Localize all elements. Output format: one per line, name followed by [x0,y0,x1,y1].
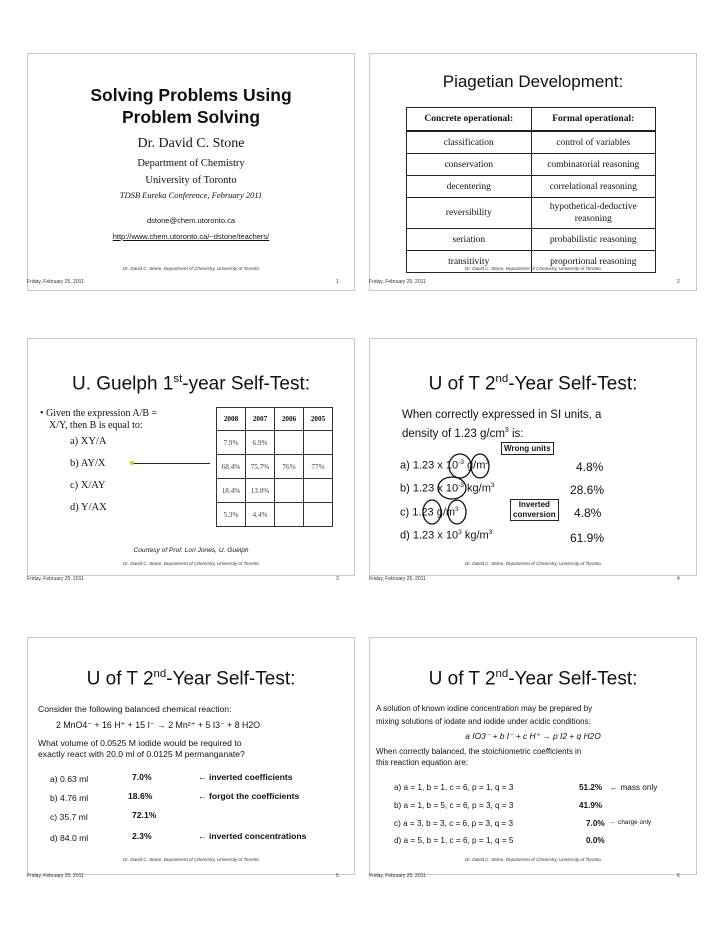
question: What volume of 0.0525 M iodide would be required to exactly react with 20.0 ml of 0.0125 M permanganate? [38,738,245,759]
slide-title: Piagetian Development: [442,72,624,91]
table-row [217,503,333,527]
question: When correctly balanced, the stoichiometric coefficients in this reaction equation are: [376,747,582,767]
question: When correctly expressed in SI units, a density of 1.23 $g/cm^3$ is: [402,409,602,440]
option: c) 35.7 ml [50,812,88,822]
slide-2 [369,53,697,291]
slide-title: U of T 2nd-Year Self-Test: [428,668,638,690]
question: • Given the expression A/B = X/Y, then B is equal to: [40,408,158,431]
option: c) 1.23 $g/m^3$ [400,506,459,519]
option: b) a = 1, b = 5, c = 6, p = 3, q = 3 [394,801,514,810]
result-cell: 68.4% [217,455,246,479]
annotation-wrong-units: Wrong units [501,442,554,455]
slide-3 [27,338,355,576]
slide-credit: Dr. David C. Stone, Department of Chemistry, University of Toronto [465,561,601,566]
year-header: 2006 [275,408,304,431]
option: a) 0.63 ml [50,774,89,784]
pointer-dot [130,461,134,465]
option-percent: 51.2% [579,783,603,792]
email: dstone@chem.utoronto.ca [146,216,236,225]
slide-credit: Dr. David C. Stone, Department of Chemistry, University of Toronto [465,266,601,271]
result-cell: 13.0% [246,479,275,503]
results-table [216,407,333,527]
option-note: ← mass only [610,783,658,792]
option: c) X/AY [70,480,106,491]
result-cell: 5.3% [217,503,246,527]
result-cell [275,479,304,503]
page-number: 6 [677,873,680,879]
table-header: Concrete operational: [407,108,532,132]
result-cell: 7.9% [217,431,246,455]
concrete-cell: decentering [407,176,532,198]
option-percent: 7.0% [132,772,152,782]
intro: Consider the following balanced chemical reaction: [38,704,232,714]
page-number: 5 [336,873,339,879]
concrete-cell: reversibility [407,198,532,229]
option-percent: 18.6% [128,791,153,801]
formal-cell: hypothetical-deductive reasoning [531,198,656,229]
table-row [217,479,333,503]
option: d) a = 5, b = 1, c = 6, p = 1, q = 5 [394,836,514,845]
slide-credit: Dr. David C. Stone, Department of Chemistry, University of Toronto [123,266,259,271]
equation: 2 MnO4⁻ + 16 H⁺ + 15 I⁻ → 2 Mn²⁺ + 5 I3⁻ + 8 H2O [56,720,261,730]
slide-title: U. Guelph 1st-year Self-Test: [71,373,311,395]
conference: TDSB Eureka Conference, February 2011 [119,190,263,200]
year-header: 2007 [246,408,275,431]
option-note: ← forgot the coefficients [198,791,300,801]
equation: a IO3⁻ + b I⁻ + c H⁺ → p I2 + q H2O [465,731,601,741]
university: University of Toronto [145,175,237,186]
pointer-line [131,463,210,464]
result-cell: 75.7% [246,455,275,479]
option-note: ← charge only [610,819,652,826]
formal-cell: proportional reasoning [531,251,656,273]
slide-title: U of T 2nd-Year Self-Test: [428,373,638,395]
year-header: 2005 [304,408,333,431]
option-percent: 7.0% [586,819,605,828]
result-cell [304,503,333,527]
author: Dr. David C. Stone [137,136,245,151]
option-percent: 72.1% [132,810,157,820]
table-row [407,176,656,198]
result-cell: 76% [275,455,304,479]
formal-cell: correlational reasoning [531,176,656,198]
option: d) 84.0 ml [50,833,89,843]
option: d) Y/AX [70,502,107,513]
formal-cell: probabilistic reasoning [531,229,656,251]
result-cell [275,503,304,527]
slide-credit: Dr. David C. Stone, Department of Chemistry, University of Toronto [465,857,601,862]
option: b) AY/X [70,458,106,469]
option-percent: 4.8% [574,506,602,520]
option-percent: 2.3% [132,831,152,841]
page-date: Friday, February 25, 2011 [27,873,84,879]
option: d) 1.23 x $10^3$ $kg/m^3$ [400,529,493,542]
concrete-cell: transitivity [407,251,532,273]
option-note: ← inverted coefficients [198,772,293,782]
annotation-inverted-conversion: Inverted conversion [510,499,559,521]
result-cell [275,431,304,455]
result-cell [304,431,333,455]
option: a) 1.23 x $10^{-3}$ $g/m^3$ [400,459,490,472]
concrete-cell: conservation [407,154,532,176]
option: a) a = 1, b = 1, c = 6, p = 1, q = 3 [394,783,514,792]
homepage-link[interactable]: http://www.chem.utoronto.ca/~dstone/teachers/ [112,232,270,241]
table-row [407,229,656,251]
year-header: 2008 [217,408,246,431]
page-number: 2 [677,279,680,285]
option-percent: 28.6% [570,483,605,497]
option-percent: 41.9% [579,801,603,810]
result-cell [304,479,333,503]
slide-6 [369,637,697,875]
option: b) 4.76 ml [50,793,89,803]
slide-5 [27,637,355,875]
option-percent: 61.9% [570,531,605,545]
result-cell: 18.4% [217,479,246,503]
table-row [217,455,333,479]
option: c) a = 3, b = 3, c = 6, p = 3, q = 3 [394,819,514,828]
table-row [217,431,333,455]
option: a) XY/A [70,436,107,447]
result-cell: 77% [304,455,333,479]
page-date: Friday, February 25, 2011 [369,576,426,582]
page-number: 4 [677,576,680,582]
page-date: Friday, February 25, 2011 [27,279,84,285]
option-note: ← inverted concentrations [198,831,307,841]
slide-credit: Dr. David C. Stone, Department of Chemistry, University of Toronto [123,561,259,566]
piaget-table [406,107,656,273]
courtesy-note: Courtesy of Prof. Lori Jones, U. Guelph [133,547,249,554]
table-row [407,198,656,229]
concrete-cell: classification [407,131,532,154]
result-cell: 4.4% [246,503,275,527]
page-date: Friday, February 25, 2011 [27,576,84,582]
page-number: 1 [336,279,339,285]
result-cell: 6.9% [246,431,275,455]
slide-title: U of T 2nd-Year Self-Test: [86,668,296,690]
slide-1 [27,53,355,291]
page-number: 3 [336,576,339,582]
table-row [407,154,656,176]
option: b) 1.23 x $10^{-3}$ $kg/m^3$ [400,482,495,495]
department: Department of Chemistry [137,158,245,169]
option-percent: 0.0% [586,836,605,845]
bullet: • [40,408,47,419]
page-date: Friday, February 25, 2011 [369,279,426,285]
slide-4 [369,338,697,576]
table-header: Formal operational: [531,108,656,132]
table-row [407,131,656,154]
formal-cell: control of variables [531,131,656,154]
intro: A solution of known iodine concentration may be prepared by mixing solutions of iodate and iodide under acidic conditions: [376,704,593,726]
option-percent: 4.8% [576,460,604,474]
formal-cell: combinatorial reasoning [531,154,656,176]
slide-credit: Dr. David C. Stone, Department of Chemistry, University of Toronto [123,857,259,862]
concrete-cell: seriation [407,229,532,251]
slide-title: Solving Problems Using Problem Solving [90,85,292,127]
page-date: Friday, February 25, 2011 [369,873,426,879]
